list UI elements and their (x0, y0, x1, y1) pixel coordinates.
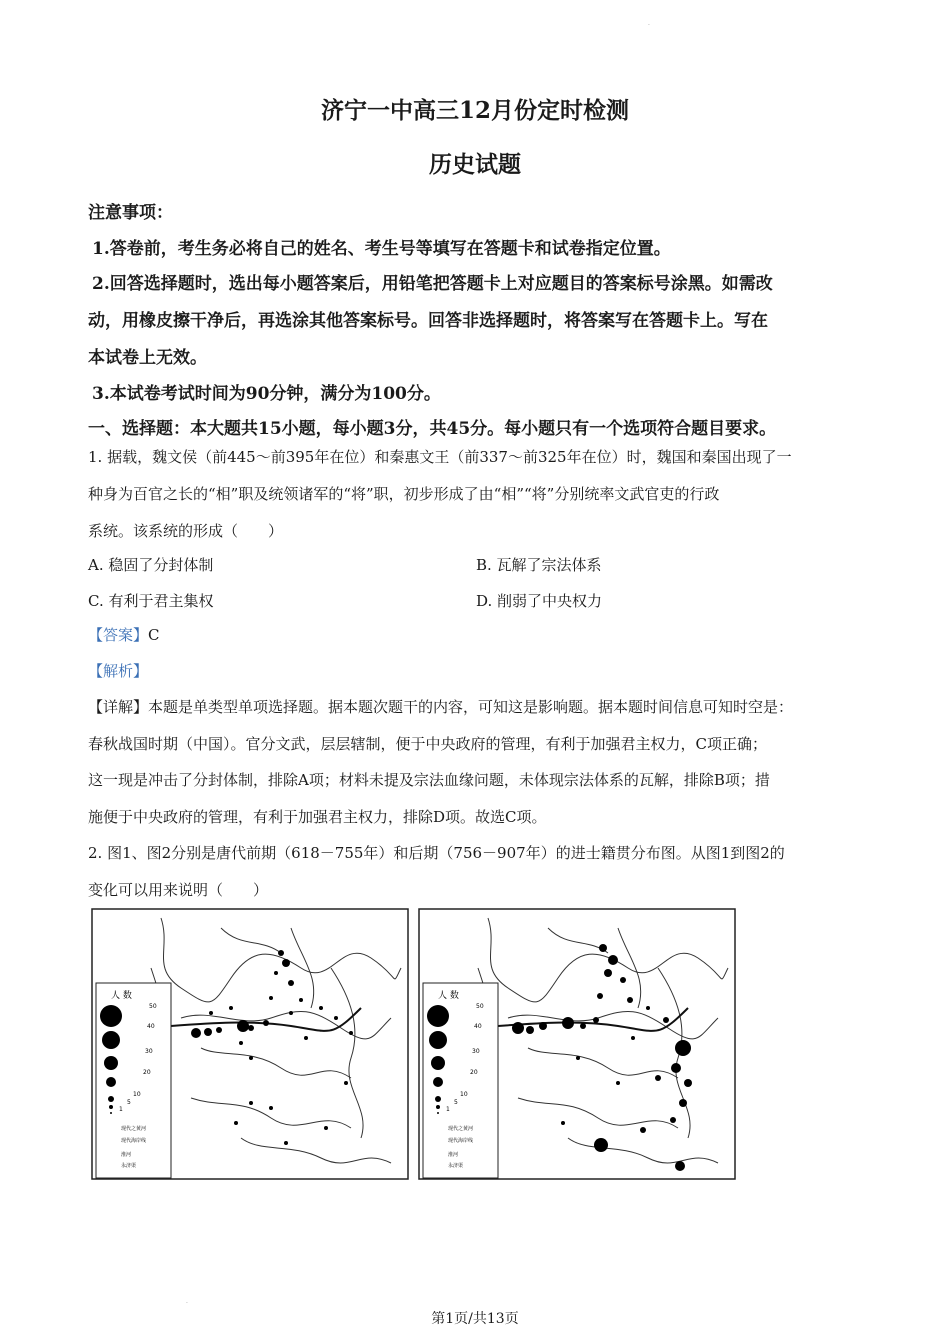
q1-detail-line-1 (88, 696, 793, 717)
svg-text:现代海岸线: 现代海岸线 (121, 1138, 147, 1144)
svg-text:10: 10 (133, 1091, 141, 1098)
exam-title: 济宁一中高三12月份定时检测 (320, 97, 629, 124)
svg-text:1: 1 (119, 1106, 123, 1113)
q1-option-a: A. 稳固了分封体制 (88, 556, 214, 574)
q1-stem-line-1: 1. 据载，魏文侯（前445～前395年在位）和秦惠文王（前337～前325年在位）时，魏国和秦国出现了一 (88, 448, 792, 466)
svg-text:20: 20 (143, 1069, 151, 1076)
map-figure-1 (91, 908, 409, 1180)
notice-item-1: 1.答卷前，考生务必将自己的姓名、考生号等填写在答题卡和试卷指定位置。 (92, 239, 671, 259)
exam-subtitle: 历史试题 (429, 151, 521, 178)
q1-stem-line-2: 种身为百官之长的“相”职及统领诸军的“将”职，初步形成了由“相”“将”分别统率文武官吏的行政 (88, 485, 720, 503)
q2-stem-line-2: 变化可以用来说明（ ） (88, 881, 269, 899)
notice-item-2-line-2: 动，用橡皮擦干净后，再选涂其他答案标号。回答非选择题时，将答案写在答题卡上。写在 (88, 311, 768, 331)
svg-text:10: 10 (460, 1091, 468, 1098)
svg-text:永济渠: 永济渠 (121, 1163, 137, 1169)
section-heading: 一、选择题：本大题共15小题，每小题3分，共45分。每小题只有一个选项符合题目要求。 (88, 419, 777, 439)
page-footer: 第1页/共13页 (431, 1311, 519, 1327)
svg-text:30: 30 (472, 1048, 480, 1055)
answer-value: C (148, 626, 160, 644)
scan-dot: · (186, 1300, 188, 1307)
notice-item-3: 3.本试卷考试时间为90分钟，满分为100分。 (92, 384, 441, 404)
q1-detail-line-3: 这一现是冲击了分封体制，排除A项；材料未提及宗法血缘问题，未体现宗法体系的瓦解，排除B项；措 (88, 771, 770, 789)
q1-detail-line-4: 施便于中央政府的管理，有利于加强君主权力，排除D项。故选C项。 (88, 808, 547, 826)
svg-text:50: 50 (476, 1003, 484, 1010)
detail-text-1: 本题是单类型单项选择题。据本题次题干的内容，可知这是影响题。据本题时间信息可知时空是： (148, 698, 794, 716)
scan-dot: · (648, 22, 650, 29)
legend-title: 人 数 (111, 991, 132, 1001)
svg-text:40: 40 (147, 1023, 155, 1030)
svg-text:5: 5 (127, 1099, 131, 1106)
q1-option-c: C. 有利于君主集权 (88, 592, 214, 610)
notice-item-2-line-1: 2.回答选择题时，选出每小题答案后，用铅笔把答题卡上对应题目的答案标号涂黑。如需改 (92, 274, 773, 294)
svg-text:40: 40 (474, 1023, 482, 1030)
svg-text:1: 1 (446, 1106, 450, 1113)
q1-analysis-label: 【解析】 (88, 662, 149, 680)
svg-text:淮河: 淮河 (121, 1152, 132, 1158)
answer-label: 【答案】 (88, 626, 149, 644)
svg-text:淮河: 淮河 (448, 1152, 459, 1158)
q1-option-d: D. 削弱了中央权力 (476, 592, 603, 610)
svg-text:5: 5 (454, 1099, 458, 1106)
q1-option-b: B. 瓦解了宗法体系 (476, 556, 602, 574)
legend-title: 人 数 (438, 991, 459, 1001)
q1-stem-line-3: 系统。该系统的形成（ ） (88, 522, 284, 540)
detail-label: 【详解】 (88, 698, 149, 716)
svg-text:现代之黄河: 现代之黄河 (121, 1126, 147, 1132)
notice-item-2-line-3: 本试卷上无效。 (88, 348, 207, 368)
q1-detail-line-2: 春秋战国时期（中国）。官分文武，层层辖制，便于中央政府的管理，有利于加强君主权力，C项正确； (88, 735, 767, 753)
q2-stem-line-1: 2. 图1、图2分别是唐代前期（618－755年）和后期（756－907年）的进士籍贯分布图。从图1到图2的 (88, 844, 785, 862)
svg-text:永济渠: 永济渠 (448, 1163, 464, 1169)
svg-text:现代之黄河: 现代之黄河 (448, 1126, 474, 1132)
svg-text:现代海岸线: 现代海岸线 (448, 1138, 474, 1144)
svg-text:30: 30 (145, 1048, 153, 1055)
svg-text:20: 20 (470, 1069, 478, 1076)
svg-text:50: 50 (149, 1003, 157, 1010)
notice-heading: 注意事项： (88, 203, 173, 223)
map-figure-2 (418, 908, 736, 1180)
q1-answer (88, 624, 160, 645)
